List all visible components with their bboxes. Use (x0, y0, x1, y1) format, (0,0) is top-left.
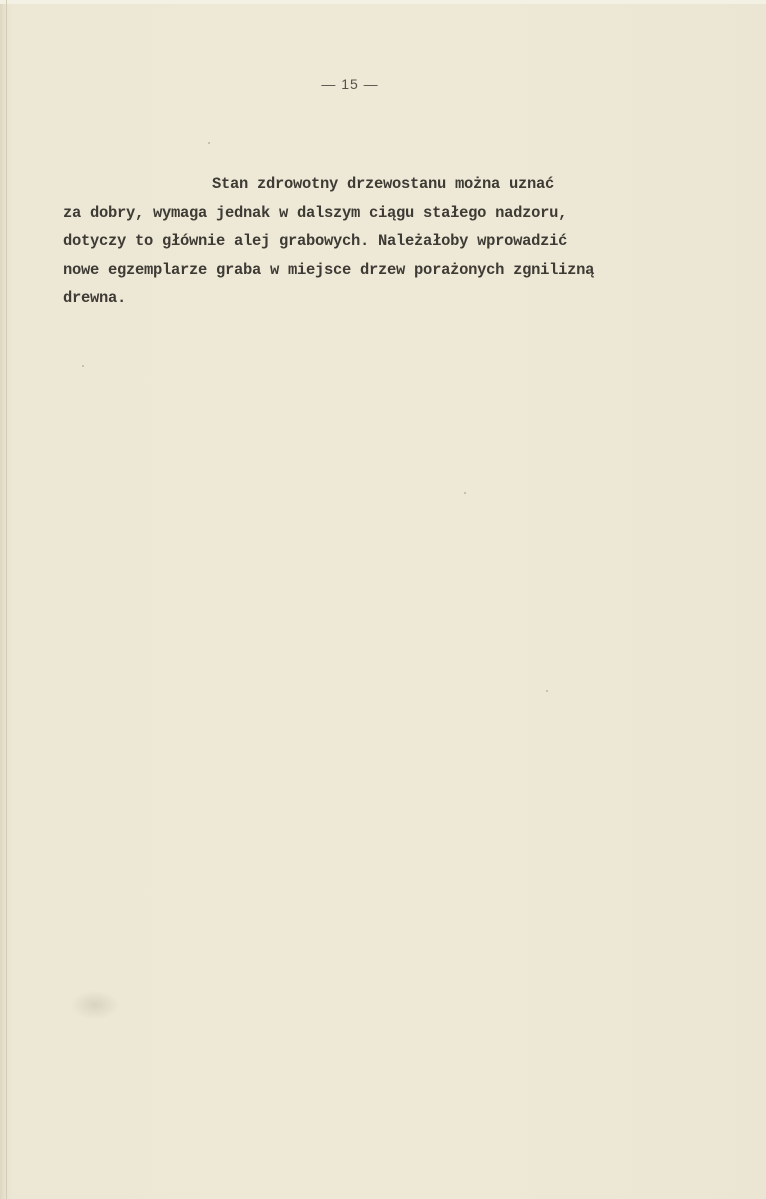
paragraph-line: drewna. (63, 289, 127, 307)
paper-speck (208, 142, 210, 144)
page-number: — 15 — (321, 76, 379, 92)
body-paragraph (63, 170, 723, 313)
paper-speck (546, 690, 548, 692)
paper-speck (82, 365, 84, 367)
paragraph-line: Stan zdrowotny drzewostanu można uznać (212, 175, 555, 193)
paragraph-line: dotyczy to głównie alej grabowych. Należałoby wprowadzić (63, 232, 568, 250)
paper-speck (464, 492, 466, 494)
faded-stamp-mark (70, 990, 120, 1020)
page-top-edge (0, 0, 766, 4)
page-left-edge (6, 0, 7, 1199)
paragraph-line: za dobry, wymaga jednak w dalszym ciągu stałego nadzoru, (63, 203, 568, 222)
paragraph-line: nowe egzemplarze graba w miejsce drzew porażonych zgnilizną (63, 260, 595, 279)
